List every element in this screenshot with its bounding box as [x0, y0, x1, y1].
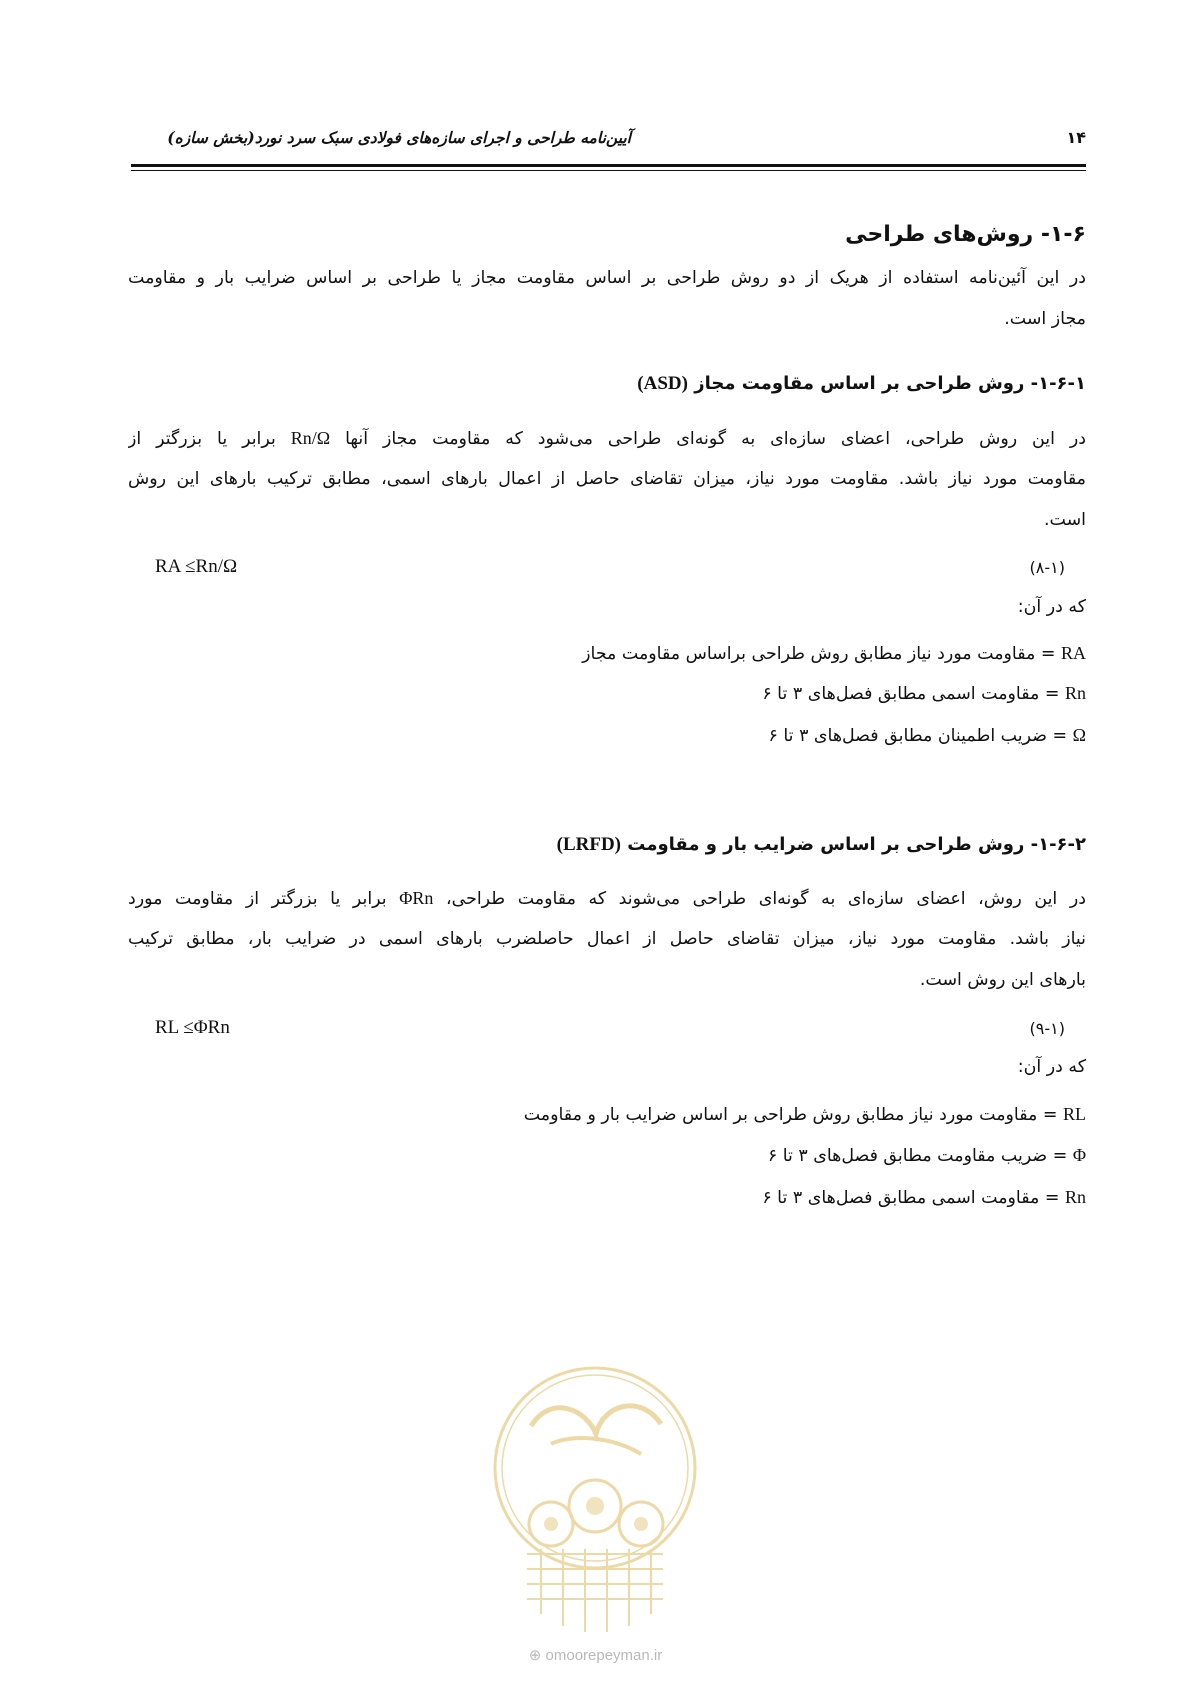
where-label: که در آن: — [1017, 1057, 1086, 1077]
rn-over-omega-symbol: Rn/Ω — [290, 428, 331, 448]
where-label: که در آن: — [1017, 597, 1086, 617]
definition-symbol: Φ — [1072, 1145, 1086, 1165]
definition-item: RA = مقاومت مورد نیاز مطابق روش طراحی براساس مقاومت مجاز — [582, 643, 1086, 664]
equation-asd: RA ≤Rn/Ω — [155, 556, 238, 577]
asd-heading-abbr: (ASD) — [637, 373, 688, 394]
asd-heading — [637, 373, 1086, 395]
equation-number-asd: (۸-۱) — [1029, 558, 1065, 577]
definition-item: Ω = ضریب اطمینان مطابق فصل‌های ۳ تا ۶ — [768, 725, 1086, 746]
paragraph-line: مقاومت مورد نیاز باشد. مقاومت مورد نیاز، میزان تقاضای حاصل از اعمال بارهای اسمی، مطابق ترکیب بارهای این روش — [128, 469, 1086, 489]
paragraph-line: است. — [1043, 510, 1086, 530]
paragraph-line: نیاز باشد. مقاومت مورد نیاز، میزان تقاضای حاصل از اعمال حاصلضرب بارهای اسمی در ضرایب بار، مطابق ترکیب — [128, 929, 1086, 949]
paragraph-line: مجاز است. — [1004, 309, 1086, 329]
definition-text: مقاومت اسمی مطابق فصل‌های ۳ تا ۶ — [762, 1188, 1040, 1208]
definition-symbol: RL — [1062, 1104, 1086, 1124]
lrfd-paragraph — [128, 878, 1086, 1001]
phi-rn-symbol: ΦRn — [399, 888, 434, 908]
paragraph-line: در این آئین‌نامه استفاده از هریک از دو روش طراحی بر اساس مقاومت مجاز یا طراحی بر اساس ضرایب بار و مقاومت — [128, 268, 1086, 288]
definition-item: Φ = ضریب مقاومت مطابق فصل‌های ۳ تا ۶ — [767, 1145, 1086, 1166]
page-header — [131, 128, 1086, 152]
intro-paragraph — [128, 258, 1086, 340]
paragraph-line: در این روش طراحی، اعضای سازه‌ای به گونه‌ای طراحی می‌شود که مقاومت مجاز آنها Rn/Ω برابر یا بزرگتر از — [128, 428, 1086, 449]
definition-item: RL = مقاومت مورد نیاز مطابق روش طراحی بر اساس ضرایب بار و مقاومت — [523, 1104, 1086, 1125]
paragraph-line: بارهای این روش است. — [919, 970, 1086, 990]
definition-item: Rn = مقاومت اسمی مطابق فصل‌های ۳ تا ۶ — [762, 1187, 1086, 1208]
header-rule-thin — [131, 170, 1086, 171]
definition-symbol: Rn — [1064, 683, 1086, 703]
equation-number-lrfd: (۹-۱) — [1029, 1019, 1065, 1038]
definition-text: مقاومت اسمی مطابق فصل‌های ۳ تا ۶ — [762, 684, 1040, 704]
definition-text: ضریب مقاومت مطابق فصل‌های ۳ تا ۶ — [767, 1146, 1048, 1166]
header-rule-thick — [131, 164, 1086, 167]
paragraph-line: در این روش، اعضای سازه‌ای به گونه‌ای طراحی می‌شوند که مقاومت طراحی، ΦRn برابر یا بزرگتر از مقاومت مورد — [128, 888, 1086, 909]
definition-text: ضریب اطمینان مطابق فصل‌های ۳ تا ۶ — [768, 726, 1047, 746]
asd-heading-text: ۱-۶-۱- روش طراحی بر اساس مقاومت مجاز — [694, 373, 1086, 394]
asd-paragraph — [128, 418, 1086, 541]
definition-symbol: Rn — [1064, 1187, 1086, 1207]
lrfd-heading-abbr: (LRFD) — [556, 834, 621, 855]
lrfd-heading — [557, 834, 1086, 856]
globe-icon: ⊕ — [528, 1647, 542, 1664]
definition-text: مقاومت مورد نیاز مطابق روش طراحی بر اساس ضرایب بار و مقاومت — [523, 1105, 1038, 1125]
section-heading: ۱-۶- روش‌های طراحی — [845, 222, 1086, 247]
definition-item: Rn = مقاومت اسمی مطابق فصل‌های ۳ تا ۶ — [762, 683, 1086, 704]
watermark-logo — [491, 1364, 699, 1639]
page-number: ۱۴ — [1066, 128, 1086, 147]
definition-symbol: RA — [1060, 643, 1086, 663]
running-title: آیین‌نامه طراحی و اجرای سازه‌های فولادی سبک سرد نورد(بخش سازه) — [167, 128, 631, 147]
watermark-site: ⊕ omoorepeyman.ir — [528, 1647, 663, 1664]
definition-symbol: Ω — [1072, 725, 1086, 745]
lrfd-heading-text: ۱-۶-۲- روش طراحی بر اساس ضرایب بار و مقاومت — [627, 834, 1086, 855]
definition-text: مقاومت مورد نیاز مطابق روش طراحی براساس مقاومت مجاز — [582, 644, 1036, 664]
equation-lrfd: RL ≤ΦRn — [155, 1017, 230, 1038]
